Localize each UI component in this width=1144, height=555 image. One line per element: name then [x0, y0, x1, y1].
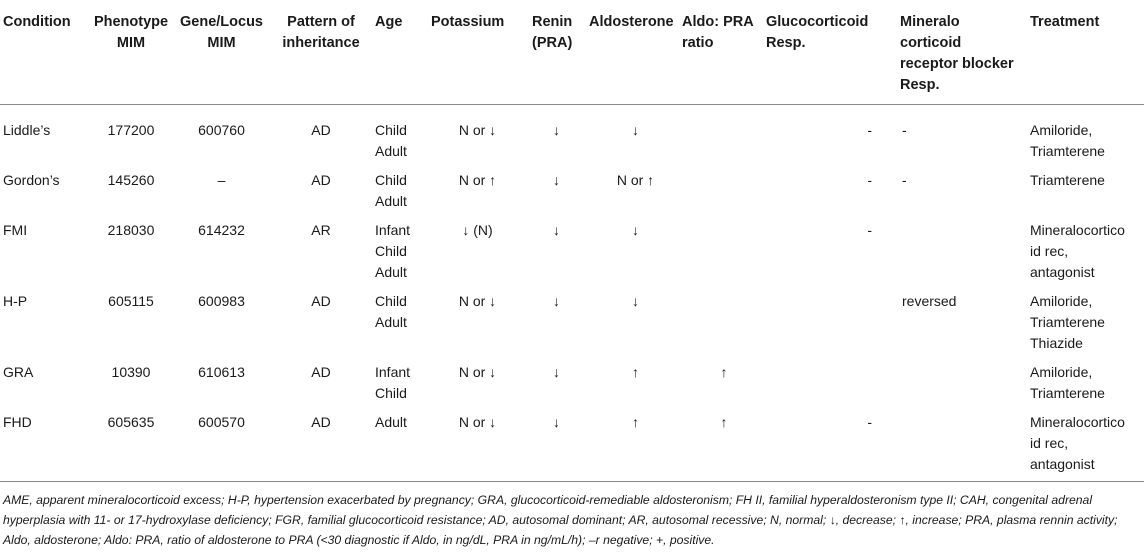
cell-treatment: Amiloride, Triamterene Thiazide	[1030, 293, 1105, 351]
cell-glucocorticoid: -	[867, 222, 872, 238]
cell-age: Child Adult	[375, 293, 407, 330]
cell-potassium: N or ↓	[458, 122, 497, 138]
table-bottom-divider	[0, 481, 1144, 482]
cell-gene: –	[217, 172, 226, 188]
cell-ratio	[682, 212, 766, 283]
cell-renin: ↓	[553, 222, 560, 238]
header-potassium: Potassium	[431, 14, 505, 30]
cell-glucocorticoid: -	[867, 172, 872, 188]
cell-phenotype: 218030	[107, 222, 155, 238]
cell-potassium: N or ↑	[458, 172, 497, 188]
table-row	[0, 212, 1144, 283]
cell-glucocorticoid: -	[867, 414, 872, 430]
cell-glucocorticoid	[766, 283, 900, 354]
cell-gene: 600570	[198, 414, 245, 430]
cell-potassium: ↓ (N)	[462, 222, 493, 238]
cell-aldosterone: ↑	[632, 414, 639, 430]
cell-aldosterone: ↑	[632, 364, 639, 380]
cell-renin: ↓	[553, 364, 560, 380]
cell-treatment: Mineralocortico id rec, antagonist	[1030, 222, 1125, 280]
cell-gene: 600983	[198, 293, 245, 309]
cell-phenotype: 605115	[108, 293, 154, 309]
header-renin: Renin (PRA)	[532, 14, 573, 51]
cell-age: Child Adult	[375, 122, 407, 159]
header-treatment: Treatment	[1030, 14, 1100, 30]
cell-mineralocorticoid	[900, 212, 1030, 283]
cell-age: Child Adult	[375, 172, 407, 209]
cell-gene: 614232	[198, 222, 245, 238]
cell-aldosterone: ↓	[632, 293, 639, 309]
cell-mineralocorticoid	[900, 354, 1030, 404]
cell-gene: 600760	[198, 122, 245, 138]
cell-mineralocorticoid: -	[902, 122, 907, 138]
table-row	[0, 162, 1144, 212]
cell-inheritance: AD	[311, 122, 331, 138]
cell-inheritance: AD	[311, 172, 331, 188]
cell-aldosterone: ↓	[632, 122, 639, 138]
cell-treatment: Amiloride, Triamterene	[1030, 364, 1105, 401]
cell-potassium: N or ↓	[458, 414, 497, 430]
cell-phenotype: 177200	[107, 122, 155, 138]
cell-aldosterone: N or ↑	[616, 172, 655, 188]
cell-renin: ↓	[553, 122, 560, 138]
cell-ratio	[682, 104, 766, 162]
cell-treatment: Amiloride, Triamterene	[1030, 122, 1105, 159]
cell-inheritance: AD	[311, 414, 331, 430]
cell-condition: GRA	[3, 364, 34, 380]
cell-mineralocorticoid: reversed	[902, 293, 957, 309]
cell-condition: FHD	[3, 414, 32, 430]
header-aldosterone: Aldosterone	[589, 14, 674, 30]
header-condition: Condition	[3, 14, 71, 30]
cell-inheritance: AD	[311, 293, 331, 309]
cell-mineralocorticoid: -	[902, 172, 907, 188]
header-gene-locus-mim: Gene/Locus MIM	[180, 14, 263, 51]
cell-mineralocorticoid	[900, 404, 1030, 475]
cell-age: Infant Child Adult	[375, 222, 411, 280]
cell-potassium: N or ↓	[458, 293, 497, 309]
cell-renin: ↓	[553, 414, 560, 430]
header-mineralocorticoid-resp: Mineralo corticoid receptor blocker Resp.	[900, 14, 1014, 93]
header-aldo-pra-ratio: Aldo: PRA ratio	[682, 14, 754, 51]
header-row	[0, 0, 1144, 104]
cell-glucocorticoid	[766, 354, 900, 404]
cell-phenotype: 10390	[111, 364, 151, 380]
cell-inheritance: AD	[311, 364, 331, 380]
cell-glucocorticoid: -	[867, 122, 872, 138]
header-divider	[0, 104, 1144, 105]
cell-treatment: Triamterene	[1030, 172, 1105, 188]
table-row	[0, 104, 1144, 162]
cell-ratio: ↑	[720, 414, 728, 430]
cell-renin: ↓	[553, 293, 560, 309]
table-footnote: AME, apparent mineralocorticoid excess; H-P, hypertension exacerbated by pregnancy; GRA, glucocorticoid-remediable aldosteronism; FH II, familial hyperaldosteronism type II; CAH, congenital adrenal hyperplasia with 11- or 17-hydroxylase deficiency; FGR, familial glucocorticoid resistance; AD, autosomal dominant; AR, autosomal recessive; N, normal; ↓, decrease; ↑, increase; PRA, plasma rennin activity; Aldo, aldosterone; Aldo: PRA, ratio of aldosterone to PRA (<30 diagnostic if Aldo, in ng/dL, PRA in ng/mL/h); –r negative; +, positive.	[3, 493, 1118, 547]
cell-condition: Gordon’s	[3, 172, 60, 188]
cell-inheritance: AR	[311, 222, 331, 238]
header-age: Age	[375, 14, 403, 30]
header-pattern-of-inheritance: Pattern of inheritance	[282, 14, 360, 51]
table-row	[0, 283, 1144, 354]
cell-gene: 610613	[198, 364, 245, 380]
cell-aldosterone: ↓	[632, 222, 639, 238]
cell-age: Adult	[375, 414, 407, 430]
header-phenotype-mim: Phenotype MIM	[93, 14, 169, 51]
cell-ratio	[682, 162, 766, 212]
cell-condition: H-P	[3, 293, 28, 309]
cell-potassium: N or ↓	[458, 364, 497, 380]
cell-treatment: Mineralocortico id rec, antagonist	[1030, 414, 1125, 472]
cell-renin: ↓	[553, 172, 560, 188]
cell-age: Infant Child	[375, 364, 411, 401]
cell-ratio: ↑	[720, 364, 728, 380]
cell-phenotype: 605635	[107, 414, 155, 430]
cell-condition: Liddle’s	[3, 122, 51, 138]
cell-condition: FMI	[3, 222, 28, 238]
header-glucocorticoid-resp: Glucocorticoid Resp.	[766, 14, 869, 51]
table-row	[0, 404, 1144, 475]
cell-phenotype: 145260	[107, 172, 155, 188]
cell-ratio	[682, 283, 766, 354]
table-row	[0, 354, 1144, 404]
